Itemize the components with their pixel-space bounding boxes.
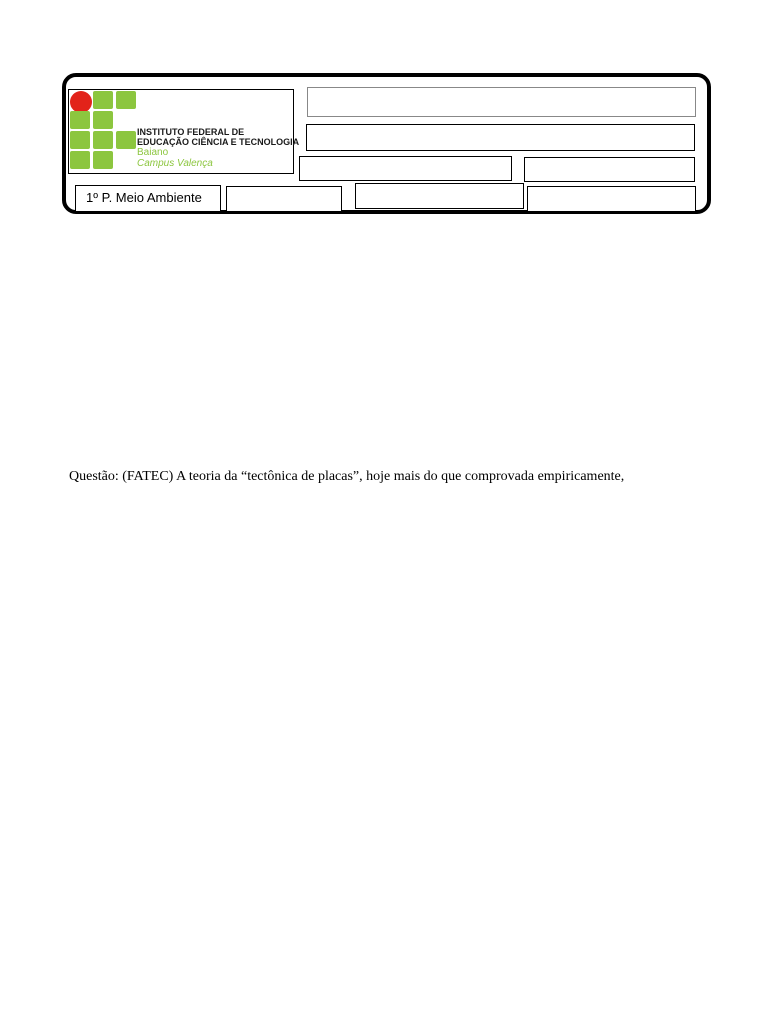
institution-name-line1: INSTITUTO FEDERAL DE xyxy=(137,127,245,137)
teacher-field[interactable] xyxy=(299,156,512,181)
logo-square xyxy=(93,111,113,129)
grade-field-b[interactable] xyxy=(355,183,524,209)
institution-name-line2: EDUCAÇÃO CIÊNCIA E TECNOLOGIA xyxy=(137,137,300,147)
date-field[interactable] xyxy=(524,157,695,182)
grade-field-a[interactable] xyxy=(226,186,342,212)
class-label: 1º P. Meio Ambiente xyxy=(86,190,202,205)
grade-field-c[interactable] xyxy=(527,186,696,212)
institution-logo-icon xyxy=(70,91,140,171)
logo-red-circle xyxy=(70,91,92,113)
class-label-box xyxy=(75,185,221,212)
institution-name-line3: Baiano xyxy=(137,147,169,158)
logo-square xyxy=(116,131,136,149)
institution-name xyxy=(137,127,299,169)
logo-square xyxy=(70,151,90,169)
subject-field[interactable] xyxy=(306,124,695,151)
logo-square xyxy=(93,131,113,149)
logo-square xyxy=(93,91,113,109)
institution-campus: Campus Valença xyxy=(137,158,213,169)
logo-square xyxy=(70,131,90,149)
logo-square xyxy=(116,91,136,109)
question-text: Questão: (FATEC) A teoria da “tectônica de placas”, hoje mais do que comprovada empiricamente, xyxy=(69,469,625,484)
student-name-field[interactable] xyxy=(307,87,696,117)
logo-square xyxy=(70,111,90,129)
logo-square xyxy=(93,151,113,169)
